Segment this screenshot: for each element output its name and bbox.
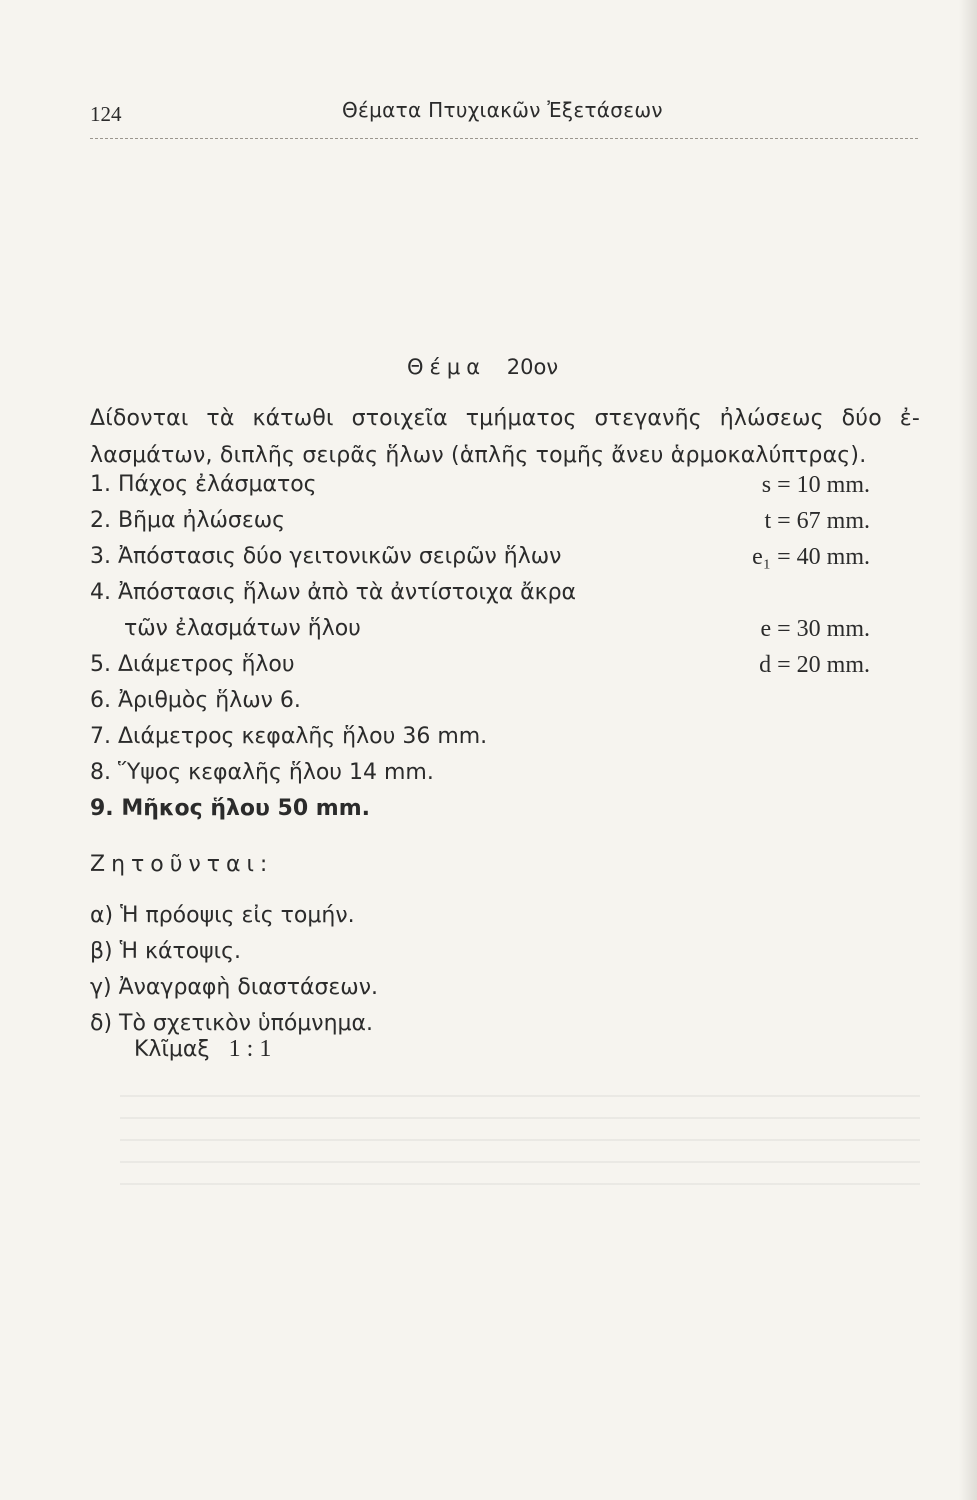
given-item-label: 5. Διάμετρος ἥλου <box>90 652 295 677</box>
requirements-list <box>90 898 378 1042</box>
page-binding-shadow <box>959 0 977 1500</box>
given-item <box>90 508 870 544</box>
given-item <box>90 760 870 796</box>
requirement-item: α) Ἡ πρόοψις εἰς τομήν. <box>90 903 355 928</box>
scale-label: Κλῖμαξ <box>134 1037 210 1062</box>
subject-word: Θέμα <box>407 355 487 379</box>
given-item <box>90 688 870 724</box>
requirement-item: δ) Τὸ σχετικὸν ὑπόμνημα. <box>90 1011 374 1036</box>
given-item-value: t = 67 mm. <box>764 508 870 534</box>
given-item-value: e = 30 mm. <box>760 616 870 642</box>
requirements-heading: Ζητοῦνται: <box>90 852 274 877</box>
subject-heading <box>407 355 558 379</box>
scale-line <box>134 1036 271 1063</box>
given-item-continuation <box>90 616 870 652</box>
page-number: 124 <box>90 102 122 126</box>
page-header <box>90 98 918 138</box>
given-item-value: s = 10 mm. <box>761 472 870 498</box>
given-item-label: 2. Βῆμα ἠλώσεως <box>90 508 286 533</box>
given-item-label: 1. Πάχος ἐλάσματος <box>90 472 317 497</box>
given-item <box>90 472 870 508</box>
given-item-label: 8. Ὕψος κεφαλῆς ἥλου 14 mm. <box>90 760 434 785</box>
subject-number: 20ον <box>506 355 559 379</box>
given-item-value: e₁ = 40 mm. <box>752 544 870 570</box>
intro-line-2: λασμάτων, διπλῆς σειρᾶς ἥλων (ἁπλῆς τομῆς ἄνευ ἁρμοκαλύπτρας). <box>90 443 867 468</box>
given-item-value: d = 20 mm. <box>759 652 870 678</box>
bleed-through-texture <box>120 1095 920 1185</box>
running-title: Θέματα Πτυχιακῶν Ἐξετάσεων <box>342 98 663 122</box>
given-item-label: 9. Μῆκος ἥλου 50 mm. <box>90 796 371 821</box>
given-item-label: 3. Ἀπόστασις δύο γειτονικῶν σειρῶν ἥλων <box>90 544 562 569</box>
requirement-item: β) Ἡ κάτοψις. <box>90 939 242 964</box>
given-item <box>90 580 870 616</box>
given-item <box>90 724 870 760</box>
scale-value: 1 : 1 <box>228 1036 272 1062</box>
given-item-label: 6. Ἀριθμὸς ἥλων 6. <box>90 688 301 713</box>
given-item <box>90 544 870 580</box>
given-item <box>90 652 870 688</box>
intro-paragraph <box>90 400 920 474</box>
given-item-label: 7. Διάμετρος κεφαλῆς ἥλου 36 mm. <box>90 724 488 749</box>
given-item-label-cont: τῶν ἐλασμάτων ἥλου <box>124 616 361 641</box>
header-divider <box>90 138 918 139</box>
given-item-label: 4. Ἀπόστασις ἥλων ἀπὸ τὰ ἀντίστοιχα ἄκρα <box>90 580 577 605</box>
intro-line-1: Δίδονται τὰ κάτωθι στοιχεῖα τμήματος στεγανῆς ἠλώσεως δύο ἐ- <box>90 406 920 431</box>
requirement-item: γ) Ἀναγραφὴ διαστάσεων. <box>90 975 379 1000</box>
given-item <box>90 796 870 832</box>
